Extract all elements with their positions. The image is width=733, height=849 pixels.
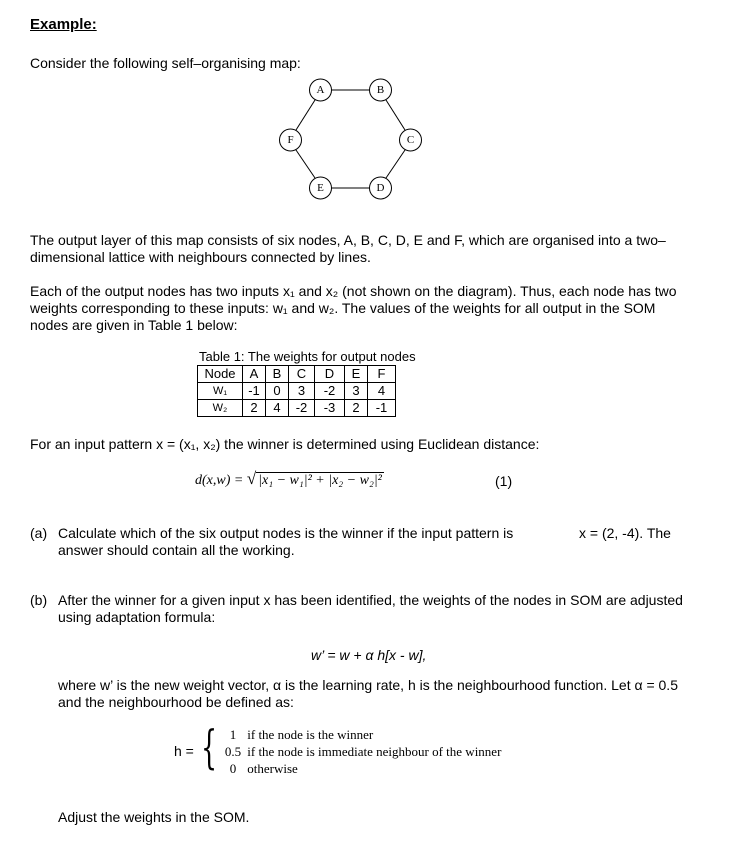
part-b-where-text: where w’ is the new weight vector, α is the learning rate, h is the neighbourhood function. Let α = 0.5 and the neighbourhood be defined as:	[58, 677, 678, 710]
piecewise-brace: {	[201, 720, 218, 774]
euclidean-intro: For an input pattern x = (x₁, x₂) the winner is determined using Euclidean distance:	[30, 436, 540, 452]
table-header-cell: F	[368, 366, 396, 383]
table-header-cell: Node	[198, 366, 243, 383]
paragraph-weights: Each of the output nodes has two inputs x₁ and x₂ (not shown on the diagram). Thus, each node has two weights corresponding to these inputs: w₁ and w₂. The values of the weights for all output in the SOM nodes are given in Table 1 below:	[30, 283, 677, 333]
table-cell: W₂	[198, 400, 243, 417]
som-node-e-label: E	[317, 182, 324, 194]
som-node-f-label: F	[287, 134, 294, 146]
case-condition: otherwise	[247, 761, 298, 776]
table-header-row	[198, 366, 396, 383]
table-row	[198, 383, 396, 400]
som-node-c-label: C	[406, 134, 415, 146]
part-b-label: (b)	[30, 592, 48, 608]
edge-c-d	[386, 150, 405, 178]
table-header-cell: A	[243, 366, 266, 383]
table-cell: -1	[368, 400, 396, 417]
table-header-cell: B	[266, 366, 289, 383]
table-caption: Table 1: The weights for output nodes	[199, 349, 416, 364]
formula-radicand: |x₁ − w₁|² + |x₂ − w₂|²	[258, 473, 382, 488]
euclidean-formula	[195, 469, 384, 491]
som-node-a-label: A	[316, 84, 325, 96]
case-value: 0	[229, 761, 237, 776]
part-a-text-2: answer should contain all the working.	[58, 542, 295, 558]
table-cell: W₁	[198, 383, 243, 400]
case-condition: if the node is the winner	[247, 727, 374, 742]
paragraph-lattice: The output layer of this map consists of six nodes, A, B, C, D, E and F, which are organised into a two–dimensional lattice with neighbours connected by lines.	[30, 232, 666, 265]
case-row	[222, 726, 501, 743]
som-diagram	[260, 70, 440, 210]
case-row	[222, 760, 501, 777]
h-label: h =	[174, 743, 194, 759]
table-header-cell: E	[345, 366, 368, 383]
part-a-text: Calculate which of the six output nodes is the winner if the input pattern is	[58, 525, 514, 541]
part-a-label: (a)	[30, 525, 48, 541]
case-row	[222, 743, 501, 760]
sqrt-symbol: √	[246, 469, 257, 488]
table-cell: -1	[243, 383, 266, 400]
example-heading: Example:	[30, 16, 97, 33]
table-cell: -2	[289, 400, 315, 417]
table-row	[198, 400, 396, 417]
part-a-pattern: x = (2, -4). The	[579, 525, 671, 541]
table-cell: 4	[266, 400, 289, 417]
edge-e-f	[296, 150, 315, 178]
adjust-weights-text: Adjust the weights in the SOM.	[58, 809, 250, 825]
table-cell: 2	[345, 400, 368, 417]
intro-text: Consider the following self–organising map:	[30, 55, 301, 71]
table-cell: 4	[368, 383, 396, 400]
table-cell: 0	[266, 383, 289, 400]
table-header-cell: D	[315, 366, 345, 383]
weights-table	[197, 365, 396, 417]
table-header-cell: C	[289, 366, 315, 383]
som-node-b-label: B	[376, 84, 385, 96]
formula-number: (1)	[495, 473, 513, 489]
table-cell: -3	[315, 400, 345, 417]
case-value: 1	[229, 727, 237, 742]
case-condition: if the node is immediate neighbour of the winner	[247, 744, 502, 759]
table-cell: 2	[243, 400, 266, 417]
case-value: 0.5	[224, 744, 242, 759]
edge-f-a	[296, 100, 315, 130]
weights-table-block	[197, 349, 416, 417]
part-b-text: After the winner for a given input x has been identified, the weights of the nodes in SOM are adjusted using adaptation formula:	[58, 592, 683, 625]
edge-b-c	[386, 100, 405, 130]
table-cell: 3	[345, 383, 368, 400]
table-cell: 3	[289, 383, 315, 400]
som-node-d-label: D	[376, 182, 385, 194]
update-formula: w’ = w + α h[x - w],	[311, 647, 427, 663]
piecewise-cases	[222, 726, 501, 777]
table-cell: -2	[315, 383, 345, 400]
formula-lhs: d(x,w) =	[195, 473, 244, 488]
